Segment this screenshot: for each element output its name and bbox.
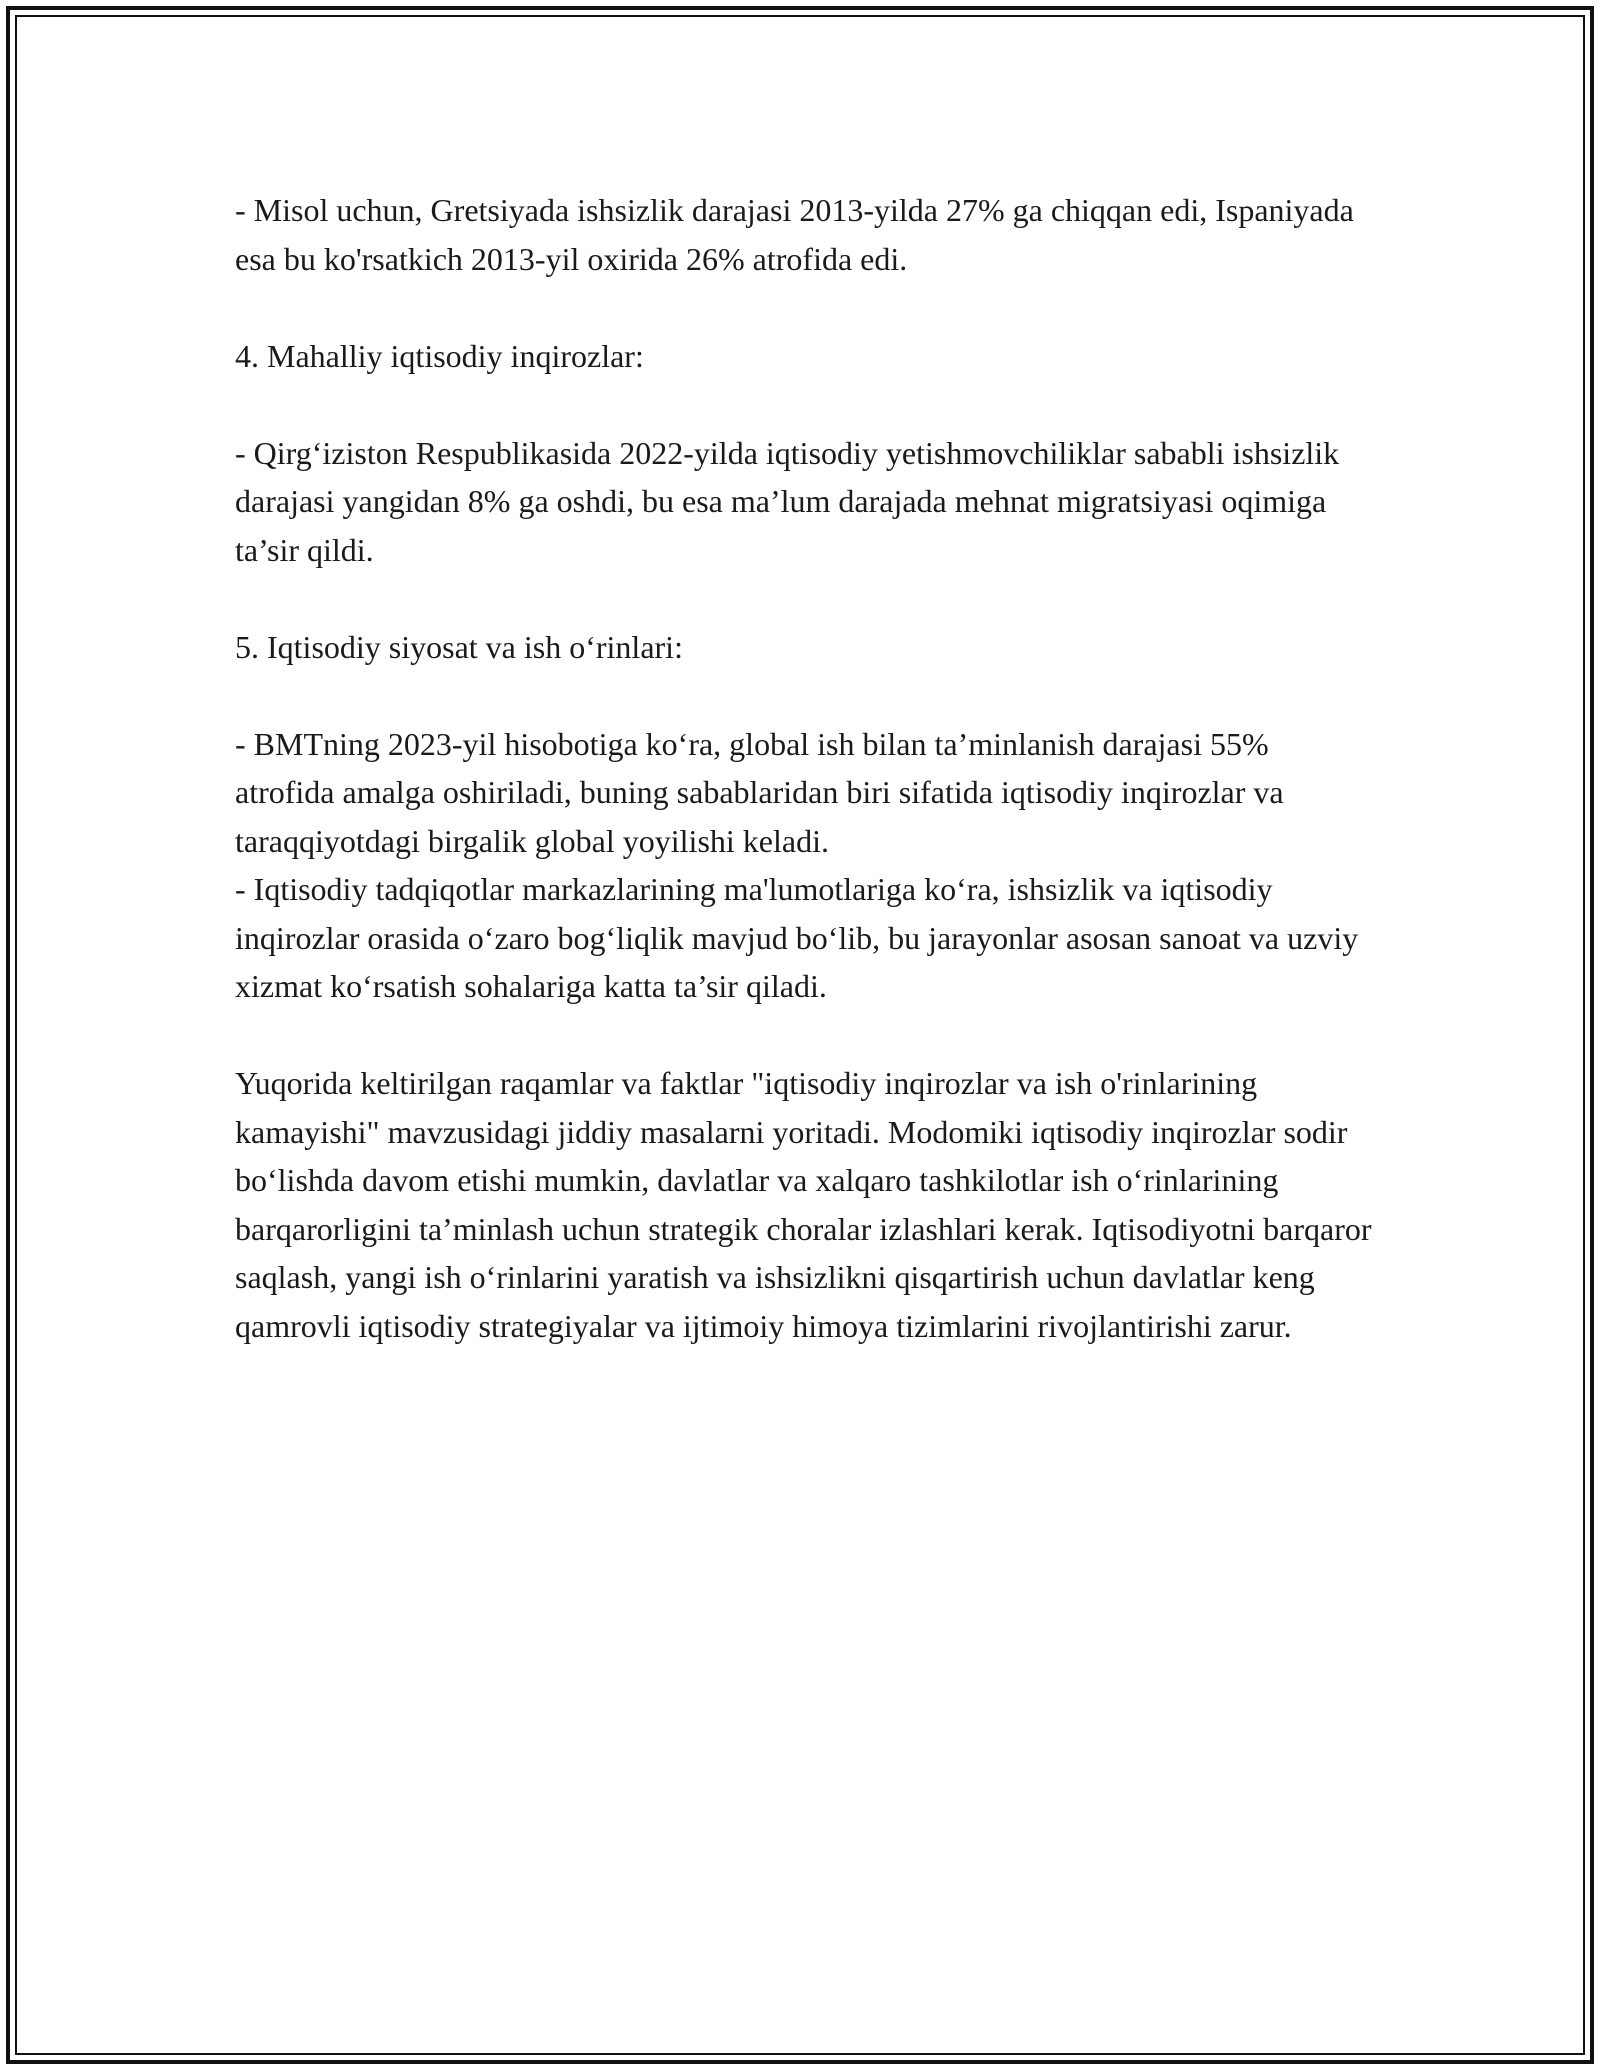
paragraph-spacer: [235, 574, 1375, 623]
document-body: [235, 186, 1375, 1350]
paragraph-research-centers: - Iqtisodiy tadqiqotlar markazlarining ma'lumotlariga ko‘ra, ishsizlik va iqtisodiy inqirozlar orasida o‘zaro bog‘liqlik mavjud bo‘lib, bu jarayonlar asosan sanoat va uzviy xizmat ko‘rsatish sohalariga katta ta’sir qiladi.: [235, 871, 1359, 1004]
paragraph-spacer: [235, 380, 1375, 429]
paragraph-spacer: [235, 671, 1375, 720]
section-heading-local-crises: 4. Mahalliy iqtisodiy inqirozlar:: [235, 337, 644, 374]
paragraph-conclusion: Yuqorida keltirilgan raqamlar va faktlar "iqtisodiy inqirozlar va ish o'rinlarining kamayishi" mavzusidagi jiddiy masalarni yoritadi. Modomiki iqtisodiy inqirozlar sodir bo‘lishda davom etishi mumkin, davlatlar va xalqaro tashkilotlar ish o‘rinlarining barqarorligini ta’minlash uchun strategik choralar izlashlari kerak. Iqtisodiyotni barqaror saqlash, yangi ish o‘rinlarini yaratish va ishsizlikni qisqartirish uchun davlatlar keng qamrovli iqtisodiy strategiyalar va ijtimoiy himoya tizimlarini rivojlantirishi zarur.: [235, 1065, 1372, 1344]
paragraph-spacer: [235, 1011, 1375, 1060]
paragraph-spacer: [235, 283, 1375, 332]
paragraph-un-report: - BMTning 2023-yil hisobotiga ko‘ra, global ish bilan ta’minlanish darajasi 55% atrofida amalga oshiriladi, buning sabablaridan biri sifatida iqtisodiy inqirozlar va taraqqiyotdagi birgalik global yoyilishi keladi.: [235, 725, 1284, 859]
paragraph-unemployment-greece-spain: - Misol uchun, Gretsiyada ishsizlik darajasi 2013-yilda 27% ga chiqqan edi, Ispaniyada esa bu ko'rsatkich 2013-yil oxirida 26% atrofida edi.: [235, 192, 1354, 277]
paragraph-kyrgyzstan: - Qirg‘iziston Respublikasida 2022-yilda iqtisodiy yetishmovchiliklar sababli ishsizlik darajasi yangidan 8% ga oshdi, bu esa ma’lum darajada mehnat migratsiyasi oqimiga ta’sir qildi.: [235, 434, 1340, 568]
section-heading-economic-policy: 5. Iqtisodiy siyosat va ish o‘rinlari:: [235, 628, 683, 665]
